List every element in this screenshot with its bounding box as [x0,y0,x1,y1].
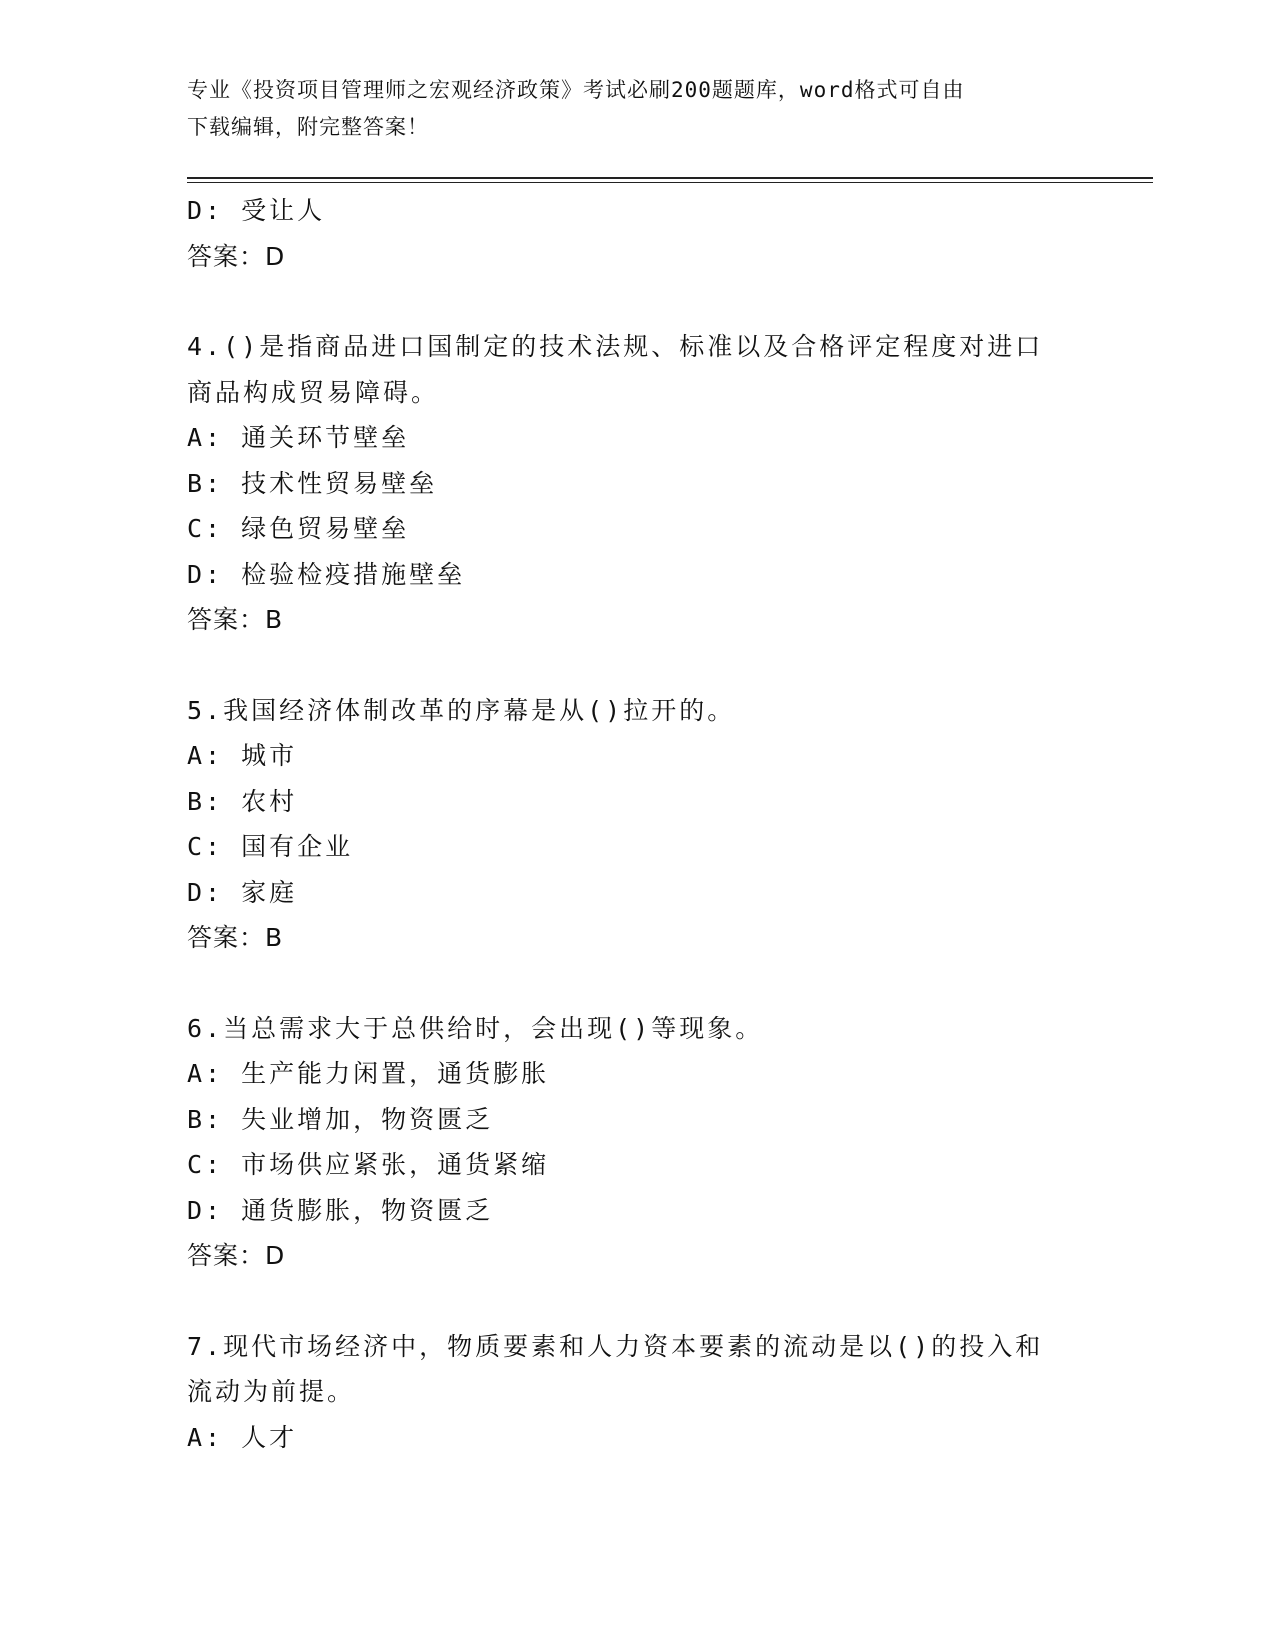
option-c: C: 市场供应紧张，通货紧缩 [187,1150,550,1179]
option-b: B: 技术性贸易壁垒 [187,468,438,498]
option-c: C: 绿色贸易壁垒 [187,514,410,543]
previous-question-tail [187,188,1087,279]
question-stem-continued: 商品构成贸易障碍。 [187,377,440,407]
question-stem: 6.当总需求大于总供给时，会出现()等现象。 [187,1013,764,1043]
question-4 [187,324,1087,643]
question-stem-continued: 流动为前提。 [187,1377,356,1406]
question-7 [187,1324,1087,1461]
header-line-1: 专业《投资项目管理师之宏观经济政策》考试必刷200题题库，word格式可自由 [187,78,965,102]
header-divider-thick [187,177,1153,179]
option-c: C: 国有企业 [187,832,354,861]
option-a: A: 人才 [187,1422,298,1452]
option-d: D: 检验检疫措施壁垒 [187,559,466,589]
question-stem: 4.()是指商品进口国制定的技术法规、标准以及合格评定程度对进口 [187,332,1044,361]
question-6 [187,1006,1087,1279]
option-a: A: 生产能力闲置，通货膨胀 [187,1059,550,1088]
option-a: A: 城市 [187,741,298,770]
option-b: B: 农村 [187,786,298,816]
option-d: D: 受让人 [187,196,326,225]
header-divider-thin [187,182,1153,183]
header-line-2: 下载编辑，附完整答案！ [187,115,429,139]
option-d: D: 通货膨胀，物资匮乏 [187,1195,494,1225]
question-stem: 5.我国经济体制改革的序幕是从()拉开的。 [187,695,736,725]
question-stem: 7.现代市场经济中，物质要素和人力资本要素的流动是以()的投入和 [187,1331,1044,1361]
document-header [187,72,1067,146]
answer: 答案：B [187,923,284,952]
question-5 [187,688,1087,961]
question-list [187,188,1087,1460]
answer: 答案：B [187,605,284,634]
answer: 答案：D [187,241,286,271]
option-a: A: 通关环节壁垒 [187,423,410,452]
option-b: B: 失业增加，物资匮乏 [187,1104,494,1134]
option-d: D: 家庭 [187,877,298,907]
answer: 答案：D [187,1241,286,1270]
